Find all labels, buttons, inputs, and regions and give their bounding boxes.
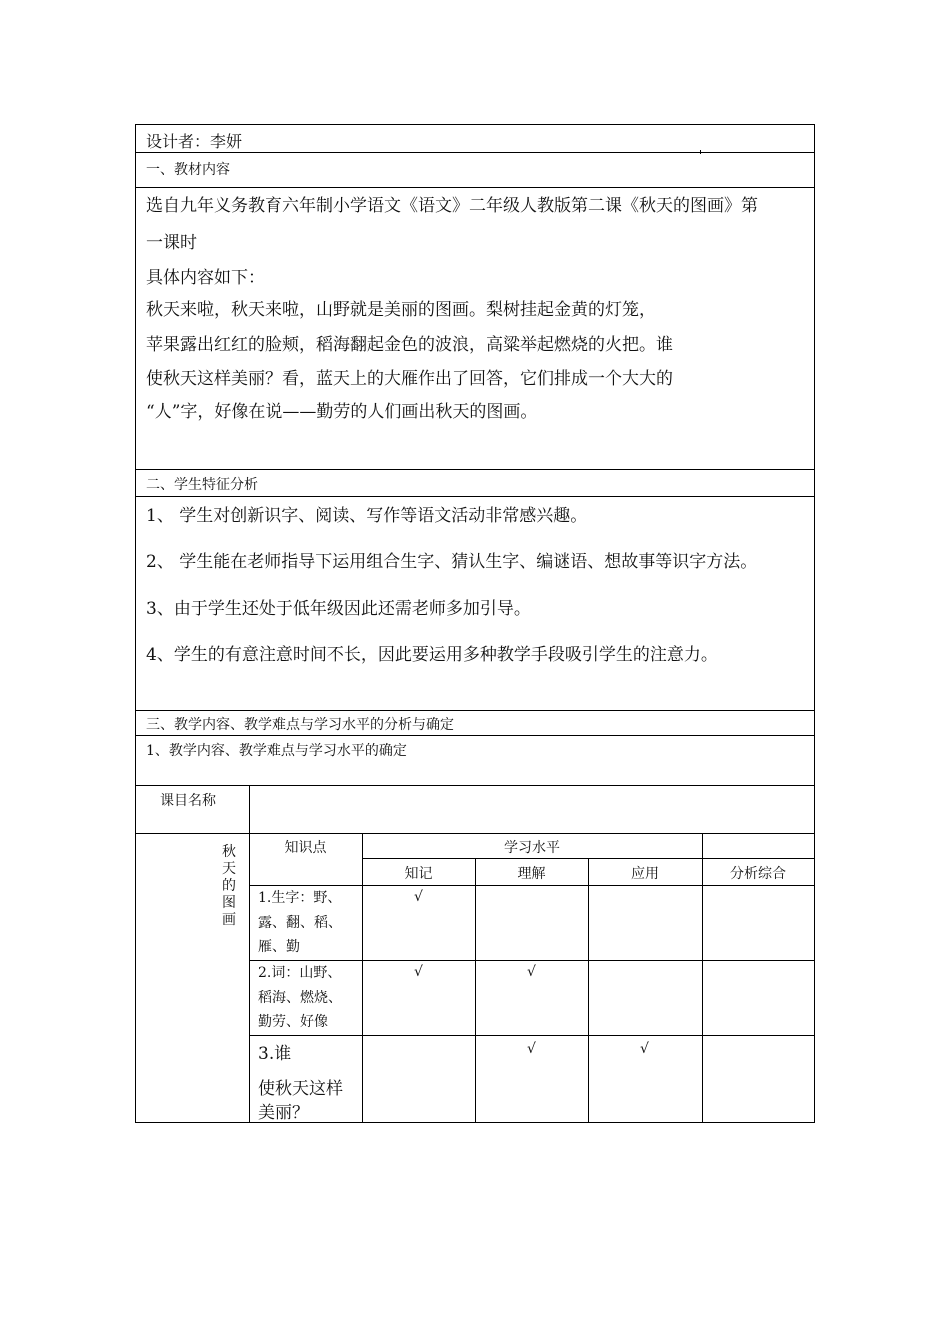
grid-line bbox=[249, 1035, 814, 1036]
lesson-char: 图 bbox=[222, 895, 236, 911]
check-mark: √ bbox=[527, 964, 536, 980]
section2-title: 二、学生特征分析 bbox=[146, 477, 258, 493]
knowledge-line: 露、翻、稻、 bbox=[258, 914, 342, 931]
knowledge-line: 勤劳、好像 bbox=[258, 1014, 328, 1030]
section3-title-row bbox=[135, 710, 815, 736]
knowledge-line: 稻海、燃烧、 bbox=[258, 989, 342, 1006]
knowledge-line: 美丽？ bbox=[258, 1103, 309, 1123]
content-line: “人”字，好像在说——勤劳的人们画出秋天的图画。 bbox=[146, 402, 538, 422]
header-level-analyze: 分析综合 bbox=[730, 866, 786, 882]
analysis-item: 3、由于学生还处于低年级因此还需老师多加引导。 bbox=[146, 599, 531, 619]
grid-line bbox=[362, 858, 814, 859]
course-name-label: 课目名称 bbox=[160, 793, 216, 809]
learning-level-table bbox=[135, 833, 815, 1123]
header-level-memorize: 知记 bbox=[404, 866, 433, 882]
section1-title-row bbox=[135, 152, 815, 188]
header-level-apply: 应用 bbox=[631, 866, 659, 882]
content-line: 秋天来啦，秋天来啦，山野就是美丽的图画。梨树挂起金黄的灯笼， bbox=[146, 300, 656, 320]
section3-subtitle-row bbox=[135, 735, 815, 786]
knowledge-line: 2.词：山野、 bbox=[258, 965, 342, 981]
knowledge-line: 使秋天这样 bbox=[258, 1079, 343, 1099]
grid-line bbox=[588, 858, 589, 1122]
section2-content bbox=[135, 496, 815, 711]
knowledge-line: 1.生字：野、 bbox=[258, 890, 342, 906]
grid-line bbox=[249, 834, 250, 1122]
knowledge-point-cell bbox=[258, 886, 342, 960]
designer-label: 设计者：李妍 bbox=[146, 132, 243, 151]
analysis-item: 4、学生的有意注意时间不长，因此要运用多种教学手段吸引学生的注意力。 bbox=[146, 645, 718, 665]
source-line-1: 选自九年义务教育六年制小学语文《语文》二年级人教版第二课《秋天的图画》第 bbox=[146, 196, 758, 216]
check-mark: √ bbox=[414, 964, 423, 980]
grid-line bbox=[475, 858, 476, 1122]
lesson-char: 画 bbox=[222, 912, 236, 928]
content-line: 苹果露出红红的脸颊，稻海翻起金色的波浪，高粱举起燃烧的火把。谁 bbox=[146, 335, 673, 355]
header-level-understand: 理解 bbox=[517, 866, 546, 882]
divider-tick bbox=[700, 150, 701, 154]
course-name-row bbox=[135, 785, 815, 834]
designer-row bbox=[135, 124, 815, 153]
section1-title: 一、教材内容 bbox=[146, 162, 230, 178]
content-line: 使秋天这样美丽？看，蓝天上的大雁作出了回答，它们排成一个大大的 bbox=[146, 369, 673, 389]
course-name-divider bbox=[249, 786, 250, 833]
check-mark: √ bbox=[640, 1041, 649, 1057]
lesson-char: 的 bbox=[222, 878, 236, 894]
lesson-name-vertical bbox=[221, 844, 237, 929]
detail-label: 具体内容如下： bbox=[146, 268, 265, 288]
header-knowledge-point: 知识点 bbox=[284, 840, 327, 856]
check-mark: √ bbox=[527, 1041, 536, 1057]
section2-title-row bbox=[135, 469, 815, 497]
section3-subtitle: 1、教学内容、教学难点与学习水平的确定 bbox=[146, 743, 407, 759]
source-line-2: 一课时 bbox=[146, 233, 197, 253]
lesson-char: 天 bbox=[222, 861, 236, 877]
lesson-char: 秋 bbox=[222, 844, 236, 860]
section1-content bbox=[135, 187, 815, 470]
knowledge-line: 3.谁 bbox=[258, 1044, 292, 1064]
header-learning-level: 学习水平 bbox=[504, 840, 560, 856]
knowledge-point-cell bbox=[258, 961, 342, 1035]
analysis-item: 1、 学生对创新识字、阅读、写作等语文活动非常感兴趣。 bbox=[146, 506, 588, 526]
check-mark: √ bbox=[414, 889, 423, 905]
section3-title: 三、教学内容、教学难点与学习水平的分析与确定 bbox=[146, 717, 454, 733]
knowledge-line: 雁、勤 bbox=[258, 939, 300, 955]
analysis-item: 2、 学生能在老师指导下运用组合生字、猜认生字、编谜语、想故事等识字方法。 bbox=[146, 552, 758, 572]
